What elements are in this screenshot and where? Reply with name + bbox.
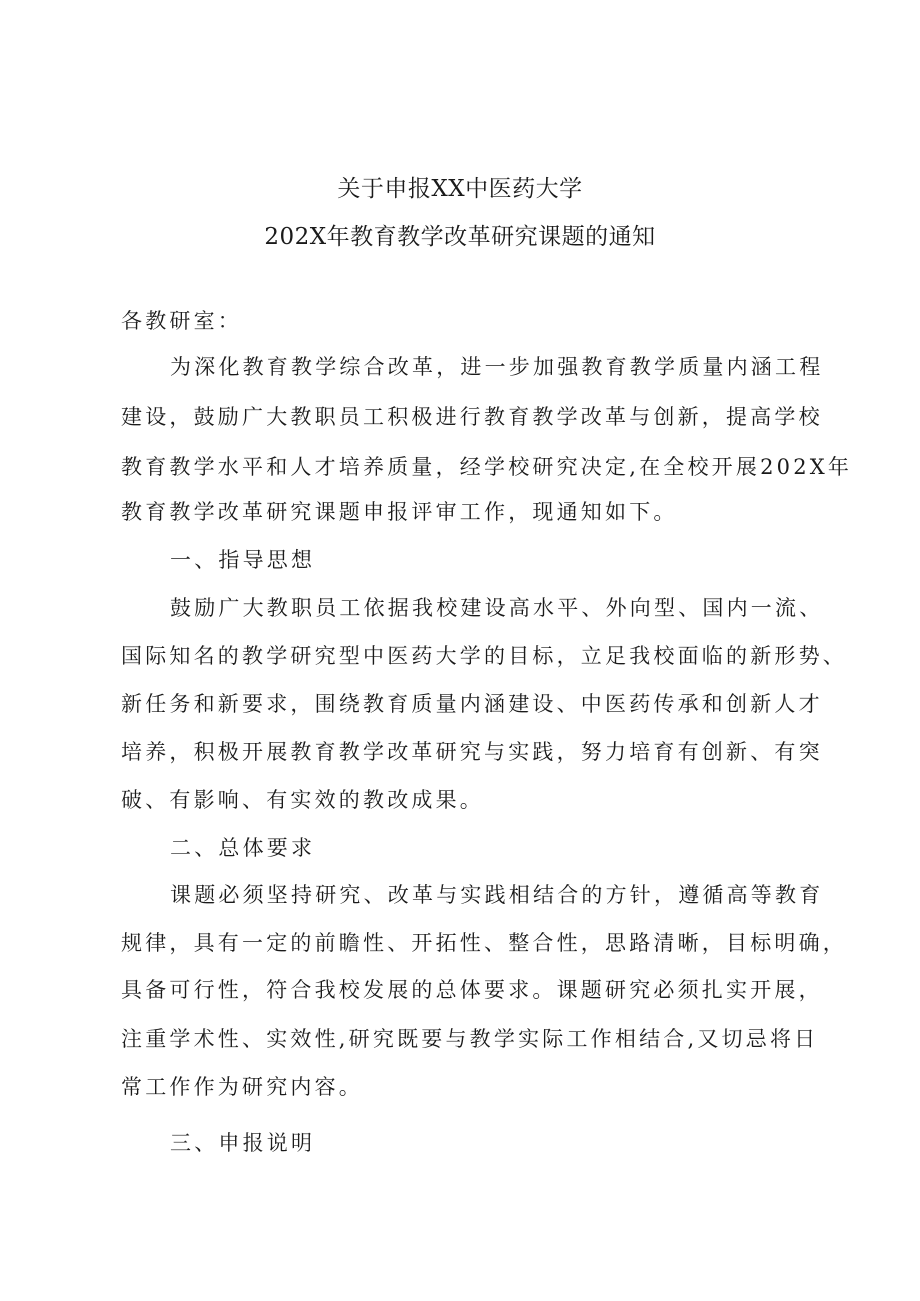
doc-title-line1: 关于申报XX中医药大学 bbox=[337, 176, 583, 202]
intro-line: 为深化教育教学综合改革，进一步加强教育教学质量内涵工程 bbox=[170, 355, 824, 379]
intro-line: 教育教学改革研究课题申报评审工作，现通知如下。 bbox=[121, 500, 678, 524]
section2-line: 具备可行性，符合我校发展的总体要求。课题研究必须扎实开展， bbox=[121, 978, 823, 1002]
intro-line: 建设，鼓励广大教职员工积极进行教育教学改革与创新，提高学校 bbox=[121, 405, 823, 429]
section1-line: 鼓励广大教职员工依据我校建设高水平、外向型、国内一流、 bbox=[170, 596, 824, 620]
section1-line: 新任务和新要求，围绕教育质量内涵建设、中医药传承和创新人才 bbox=[121, 692, 823, 716]
doc-title-line2: 202X年教育教学改革研究课题的通知 bbox=[264, 224, 656, 250]
salutation: 各教研室： bbox=[121, 309, 242, 333]
section1-heading: 一、指导思想 bbox=[170, 548, 316, 572]
section2-line: 常工作作为研究内容。 bbox=[121, 1075, 363, 1099]
intro-line: 教育教学水平和人才培养质量，经学校研究决定,在全校开展202X年 bbox=[121, 455, 853, 479]
section2-line: 规律，具有一定的前瞻性、开拓性、整合性，思路清晰，目标明确， bbox=[121, 931, 847, 955]
section2-heading: 二、总体要求 bbox=[170, 836, 316, 860]
section2-line: 注重学术性、实效性,研究既要与教学实际工作相结合,又切忌将日 bbox=[121, 1027, 819, 1051]
section1-line: 破、有影响、有实效的教改成果。 bbox=[121, 788, 484, 812]
section1-line: 培养，积极开展教育教学改革研究与实践，努力培育有创新、有突 bbox=[121, 740, 823, 764]
section3-heading: 三、申报说明 bbox=[170, 1131, 316, 1155]
section2-line: 课题必须坚持研究、改革与实践相结合的方针，遵循高等教育 bbox=[170, 883, 824, 907]
section1-line: 国际知名的教学研究型中医药大学的目标，立足我校面临的新形势、 bbox=[121, 644, 847, 668]
